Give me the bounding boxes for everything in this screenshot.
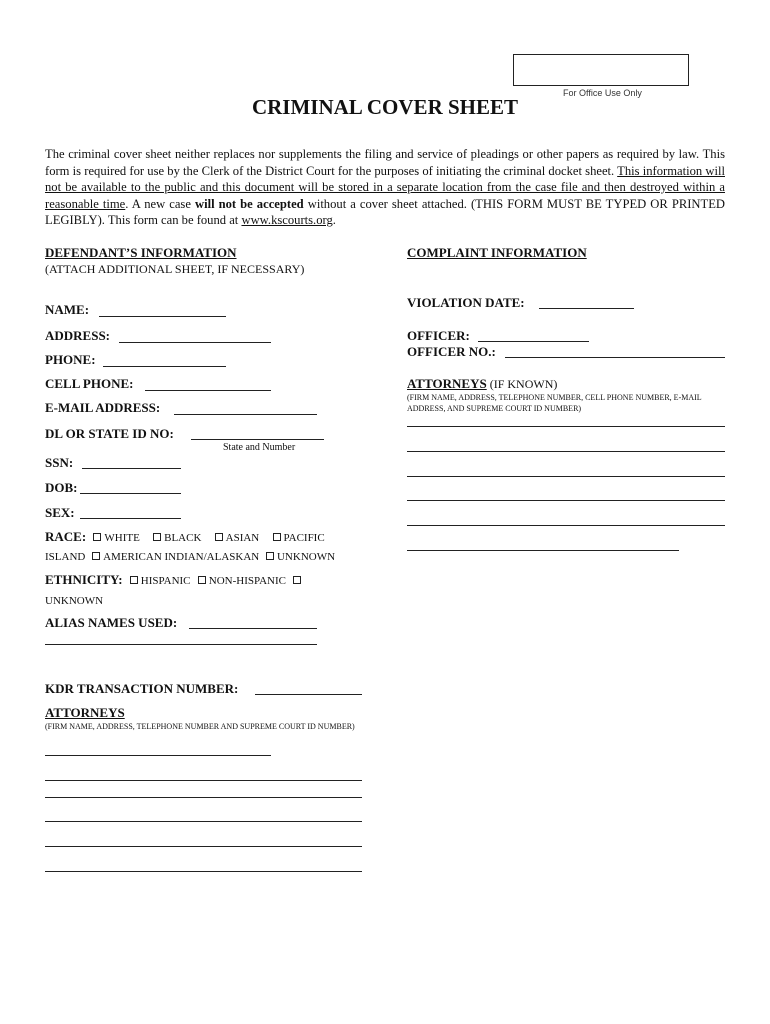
race-option-unknown[interactable]: UNKNOWN bbox=[262, 551, 335, 563]
complaint-attorney-line[interactable] bbox=[407, 500, 725, 501]
violation-date-label: VIOLATION DATE: bbox=[407, 295, 525, 310]
defendant-heading: DEFENDANT’S INFORMATION bbox=[45, 245, 237, 260]
intro-bold: will not be accepted bbox=[194, 196, 304, 211]
defendant-attorneys-heading: ATTORNEYS bbox=[45, 705, 125, 720]
dl-label: DL OR STATE ID NO: bbox=[45, 426, 174, 441]
email-label: E-MAIL ADDRESS: bbox=[45, 400, 161, 415]
intro-text-2: . A new case bbox=[125, 196, 195, 211]
checkbox-icon[interactable] bbox=[266, 552, 274, 560]
checkbox-icon[interactable] bbox=[92, 552, 100, 560]
complaint-attorneys-note: (FIRM NAME, ADDRESS, TELEPHONE NUMBER, CELL PHONE NUMBER, E-MAIL ADDRESS, AND SUPREME COURT ID NUMBER) bbox=[407, 393, 702, 413]
dl-state-note: State and Number bbox=[223, 442, 296, 453]
race-row-2 bbox=[45, 551, 335, 563]
ethnicity-option-unknown: UNKNOWN bbox=[45, 595, 104, 607]
checkbox-icon[interactable] bbox=[153, 533, 161, 541]
dob-label: DOB: bbox=[45, 480, 78, 495]
complaint-attorney-line[interactable] bbox=[407, 476, 725, 477]
checkbox-icon[interactable] bbox=[130, 576, 138, 584]
race-row bbox=[45, 529, 325, 545]
officer-no-field[interactable] bbox=[505, 357, 725, 358]
complaint-heading: COMPLAINT INFORMATION bbox=[407, 245, 587, 260]
office-use-box[interactable] bbox=[513, 54, 689, 86]
officer-field[interactable] bbox=[478, 341, 589, 342]
name-label: NAME: bbox=[45, 302, 90, 317]
ssn-label: SSN: bbox=[45, 455, 74, 470]
cell-phone-label: CELL PHONE: bbox=[45, 376, 134, 391]
alias-field-line-2[interactable] bbox=[45, 644, 317, 645]
address-field[interactable] bbox=[119, 342, 271, 343]
ethnicity-option-hispanic[interactable]: HISPANIC bbox=[126, 575, 191, 587]
race-option-asian[interactable]: ASIAN bbox=[211, 532, 260, 544]
sex-label: SEX: bbox=[45, 505, 75, 520]
defendant-note: (ATTACH ADDITIONAL SHEET, IF NECESSARY) bbox=[45, 262, 305, 276]
kdr-label: KDR TRANSACTION NUMBER: bbox=[45, 681, 239, 696]
ethnicity-row bbox=[45, 572, 304, 588]
cell-phone-field[interactable] bbox=[145, 390, 271, 391]
race-label: RACE: bbox=[45, 529, 87, 544]
race-option-black[interactable]: BLACK bbox=[149, 532, 201, 544]
alias-label: ALIAS NAMES USED: bbox=[45, 615, 178, 630]
race-option-pacific[interactable]: PACIFIC bbox=[269, 532, 325, 544]
officer-no-label: OFFICER NO.: bbox=[407, 344, 496, 359]
officer-label: OFFICER: bbox=[407, 328, 470, 343]
name-field[interactable] bbox=[99, 316, 226, 317]
complaint-attorneys-header bbox=[407, 376, 557, 392]
defendant-attorneys-note: (FIRM NAME, ADDRESS, TELEPHONE NUMBER AND SUPREME COURT ID NUMBER) bbox=[45, 722, 355, 731]
complaint-attorneys-if-known: (IF KNOWN) bbox=[486, 377, 558, 391]
defendant-attorney-line[interactable] bbox=[45, 871, 362, 872]
intro-paragraph bbox=[45, 146, 725, 229]
address-label: ADDRESS: bbox=[45, 328, 111, 343]
violation-date-field[interactable] bbox=[539, 308, 634, 309]
email-field[interactable] bbox=[174, 414, 317, 415]
race-option-white[interactable]: WHITE bbox=[89, 532, 139, 544]
dob-field[interactable] bbox=[80, 493, 181, 494]
phone-label: PHONE: bbox=[45, 352, 96, 367]
ethnicity-label: ETHNICITY: bbox=[45, 572, 123, 587]
page-title: CRIMINAL COVER SHEET bbox=[251, 95, 519, 119]
ethnicity-unknown-checkbox-icon[interactable] bbox=[293, 576, 301, 584]
intro-text-3: without a cover sheet attached. (THIS FORM MUST BE TYPED OR PRINTED LEGIBLY). This form can be found at bbox=[45, 196, 725, 227]
phone-field[interactable] bbox=[103, 366, 226, 367]
checkbox-icon[interactable] bbox=[215, 533, 223, 541]
defendant-attorney-line[interactable] bbox=[45, 846, 362, 847]
ethnicity-option-non-hispanic[interactable]: NON-HISPANIC bbox=[194, 575, 286, 587]
intro-text-1: The criminal cover sheet neither replaces nor supplements the filing and service of pleadings or other papers as required by law. This form is required for use by the Clerk of the District Court for the purposes of initiating the criminal docket sheet. bbox=[45, 147, 725, 178]
kdr-field[interactable] bbox=[255, 694, 362, 695]
checkbox-icon[interactable] bbox=[93, 533, 101, 541]
sex-field[interactable] bbox=[80, 518, 181, 519]
defendant-attorney-line[interactable] bbox=[45, 755, 271, 756]
dl-field[interactable] bbox=[191, 439, 324, 440]
defendant-attorney-line[interactable] bbox=[45, 797, 362, 798]
complaint-attorney-line[interactable] bbox=[407, 451, 725, 452]
ssn-field[interactable] bbox=[82, 468, 181, 469]
race-option-american-indian[interactable]: AMERICAN INDIAN/ALASKAN bbox=[88, 551, 259, 563]
complaint-attorney-line[interactable] bbox=[407, 550, 679, 551]
defendant-attorney-line[interactable] bbox=[45, 780, 362, 781]
complaint-attorneys-heading: ATTORNEYS bbox=[407, 376, 487, 391]
office-use-label: For Office Use Only bbox=[563, 88, 642, 98]
alias-field[interactable] bbox=[189, 628, 317, 629]
complaint-attorney-line[interactable] bbox=[407, 525, 725, 526]
checkbox-icon[interactable] bbox=[273, 533, 281, 541]
kscourts-link[interactable]: www.kscourts.org bbox=[241, 213, 333, 227]
race-option-island: ISLAND bbox=[45, 551, 86, 563]
checkbox-icon[interactable] bbox=[198, 576, 206, 584]
complaint-attorney-line[interactable] bbox=[407, 426, 725, 427]
intro-underlined: This information will not be available to the public and this document will be stored in a separate location from the case file and then destroyed within a reasonable time bbox=[45, 163, 725, 211]
intro-end: . bbox=[332, 213, 336, 227]
defendant-attorney-line[interactable] bbox=[45, 821, 362, 822]
